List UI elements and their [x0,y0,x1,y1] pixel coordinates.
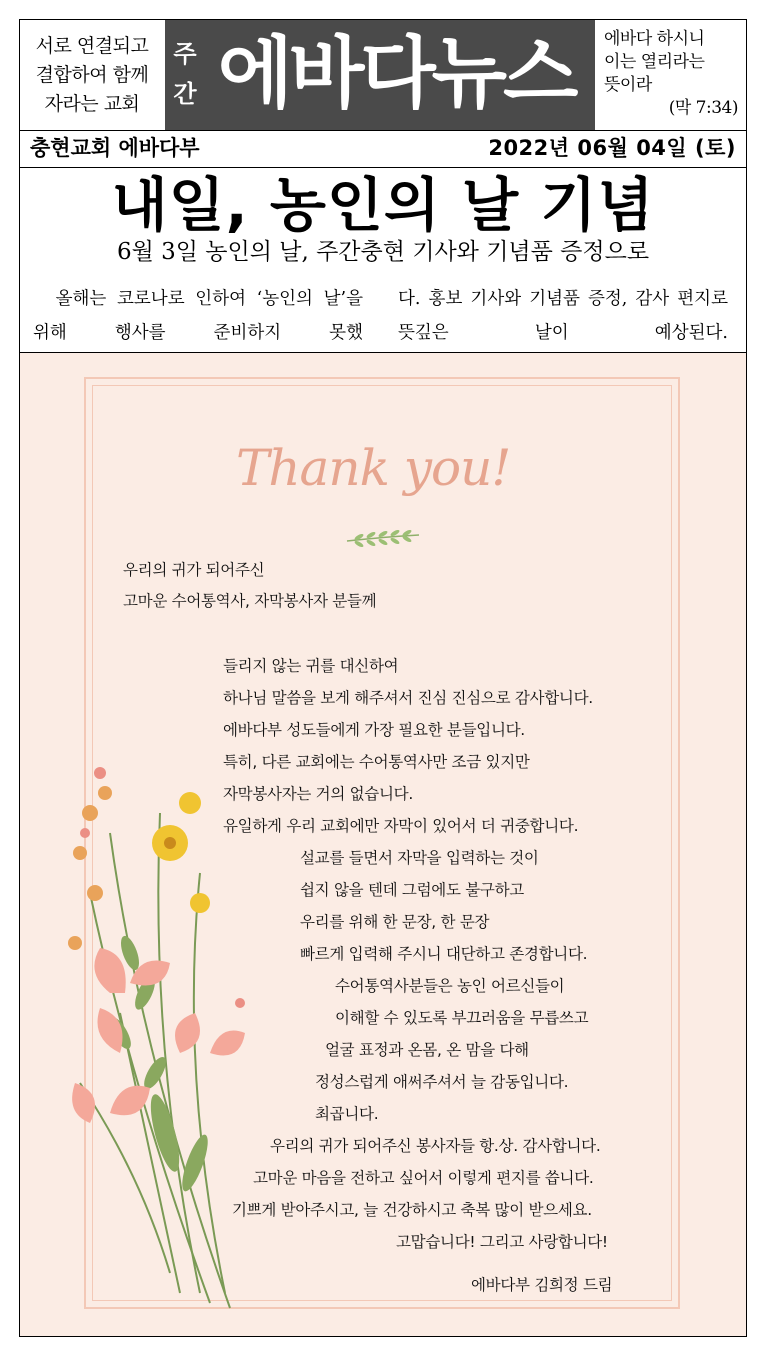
newsletter-brand [165,20,595,130]
motto-line: 자라는 교회 [44,92,140,115]
letter-line: 고마운 마음을 전하고 싶어서 이렇게 편지를 씁니다. [253,1169,594,1187]
letter-line: 정성스럽게 애써주셔서 늘 감동입니다. [315,1073,569,1091]
letter-line: 들리지 않는 귀를 대신하여 [223,657,399,675]
article-headline: 내일, 농인의 날 기념 [111,171,655,239]
letter-line: 빠르게 입력해 주시니 대단하고 존경합니다. [300,945,588,963]
letter-line: 우리를 위해 한 문장, 한 문장 [300,913,490,931]
verse-reference: (막 7:34) [668,98,738,118]
letter-line: 고맙습니다! 그리고 사랑합니다! [396,1233,608,1251]
motto-line: 서로 연결되고 [35,34,149,57]
weekly-label: 주 간 [173,40,197,108]
issue-date: 2022년 06월 04일 (토) [488,136,736,160]
verse-line: 이는 열리라는 [604,52,705,72]
article-subhead: 6월 3일 농인의 날, 주간충현 기사와 기념품 증정으로 [116,239,650,265]
leaf-sprig-icon [345,529,421,551]
letter-line: 이해할 수 있도록 부끄러움을 무릅쓰고 [335,1009,589,1027]
card-heading: Thank you! [236,439,511,497]
verse-line: 뜻이라 [604,75,652,95]
church-motto [20,20,164,130]
verse-line: 에바다 하시니 [604,29,705,49]
letter-line: 유일하게 우리 교회에만 자막이 있어서 더 귀중합니다. [223,817,579,835]
letter-line: 하나님 말씀을 보게 해주셔서 진심 진심으로 감사합니다. [223,689,593,707]
thank-you-card [20,353,746,1336]
flower-bouquet-icon [50,753,250,1313]
article-column-2: 다. 홍보 기사와 기념품 증정, 감사 편지로 뜻깊은 날이 예상된다. [398,289,728,343]
letter-line: 기쁘게 받아주시고, 늘 건강하시고 축복 많이 받으세요. [232,1201,592,1219]
letter-line: 최곱니다. [315,1105,379,1123]
department-name: 충현교회 에바다부 [30,136,200,160]
letter-line: 에바다부 성도들에게 가장 필요한 분들입니다. [223,721,525,739]
letter-line: 수어통역사분들은 농인 어르신들이 [335,977,565,995]
signature: 에바다부 김희정 드림 [471,1276,613,1294]
letter-line: 특히, 다른 교회에는 수어통역사만 조금 있지만 [223,753,530,771]
letter-line: 쉽지 않을 텐데 그럼에도 불구하고 [300,881,524,899]
masthead [20,20,746,131]
greeting-line: 우리의 귀가 되어주신 [123,561,265,579]
motto-line: 결합하여 함께 [35,63,149,86]
letter-line: 설교를 들면서 자막을 입력하는 것이 [300,849,539,867]
newsletter-page [19,19,747,1337]
newsletter-title: 에바다뉴스 [217,29,575,119]
info-bar [20,130,746,168]
letter-line: 자막봉사자는 거의 없습니다. [223,785,413,803]
letter-line: 우리의 귀가 되어주신 봉사자들 항.상. 감사합니다. [270,1137,601,1155]
greeting-line: 고마운 수어통역사, 자막봉사자 분들께 [123,592,377,610]
bible-verse [596,20,746,130]
letter-line: 얼굴 표정과 온몸, 온 맘을 다해 [325,1041,529,1059]
article-column-1: 올해는 코로나로 인하여 ‘농인의 날’을 위해 행사를 준비하지 못했 [33,289,363,343]
